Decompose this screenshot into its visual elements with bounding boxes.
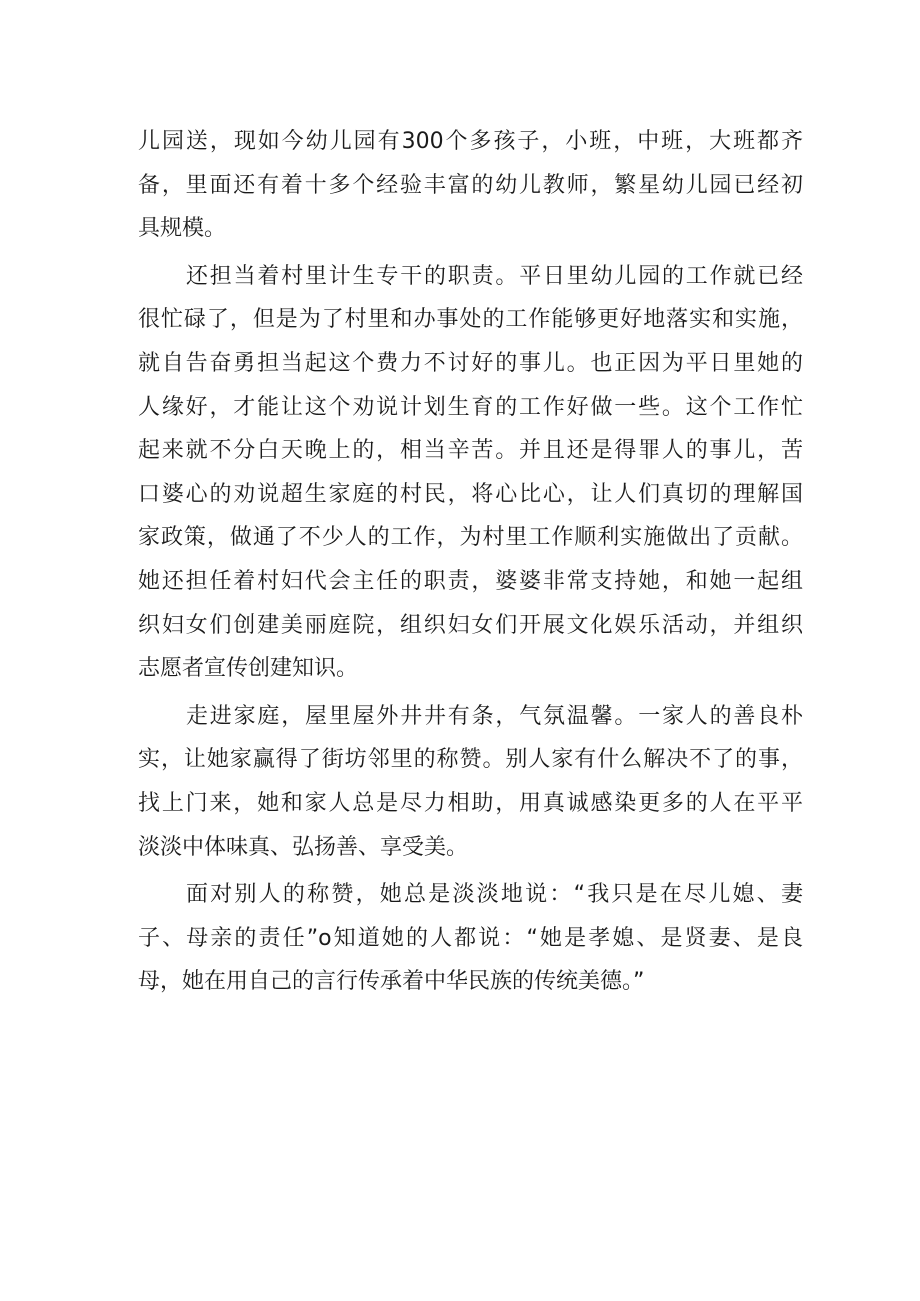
text-line: 淡淡中体味真、弘扬善、享受美。 bbox=[138, 834, 469, 860]
paragraph-3 bbox=[138, 695, 803, 869]
text-line: 人缘好，才能让这个劝说计划生育的工作好做一些。这个工作忙 bbox=[138, 394, 803, 420]
text-line: 织妇女们创建美丽庭院，组织妇女们开展文化娱乐活动，并组织 bbox=[138, 612, 803, 638]
text-line: 家政策，做通了不少人的工作，为村里工作顺利实施做出了贡献。 bbox=[138, 525, 803, 551]
paragraph-1 bbox=[138, 120, 803, 251]
text-line: 志愿者宣传创建知识。 bbox=[138, 656, 359, 682]
paragraph-2 bbox=[138, 255, 803, 691]
text-line: 面对别人的称赞，她总是淡淡地说：“我只是在尽儿媳、妻 bbox=[186, 882, 803, 908]
body-text bbox=[138, 120, 803, 1004]
text-line: 就自告奋勇担当起这个费力不讨好的事儿。也正因为平日里她的 bbox=[138, 350, 803, 376]
text-line: 还担当着村里计生专干的职责。平日里幼儿园的工作就已经 bbox=[186, 263, 803, 289]
text-line: 子、母亲的责任”o知道她的人都说：“她是孝媳、是贤妻、是良 bbox=[138, 925, 803, 951]
paragraph-4 bbox=[138, 873, 803, 1004]
text-line: 走进家庭，屋里屋外井井有条，气氛温馨。一家人的善良朴 bbox=[186, 703, 803, 729]
text-line: 很忙碌了，但是为了村里和办事处的工作能够更好地落实和实施， bbox=[138, 307, 803, 333]
text-line: 具规模。 bbox=[138, 216, 227, 242]
text-line: 备，里面还有着十多个经验丰富的幼儿教师，繁星幼儿园已经初 bbox=[138, 172, 803, 198]
text-line: 实，让她家赢得了街坊邻里的称赞。别人家有什么解决不了的事， bbox=[138, 747, 803, 773]
text-line: 口婆心的劝说超生家庭的村民，将心比心，让人们真切的理解国 bbox=[138, 481, 803, 507]
text-line: 她还担任着村妇代会主任的职责，婆婆非常支持她，和她一起组 bbox=[138, 568, 803, 594]
text-line: 儿园送，现如今幼儿园有300个多孩子，小班，中班，大班都齐 bbox=[138, 129, 803, 154]
text-line: 母，她在用自己的言行传承着中华民族的传统美德。” bbox=[138, 969, 645, 995]
text-line: 找上门来，她和家人总是尽力相助，用真诚感染更多的人在平平 bbox=[138, 790, 803, 816]
text-line: 起来就不分白天晚上的，相当辛苦。并且还是得罪人的事儿，苦 bbox=[138, 438, 803, 464]
